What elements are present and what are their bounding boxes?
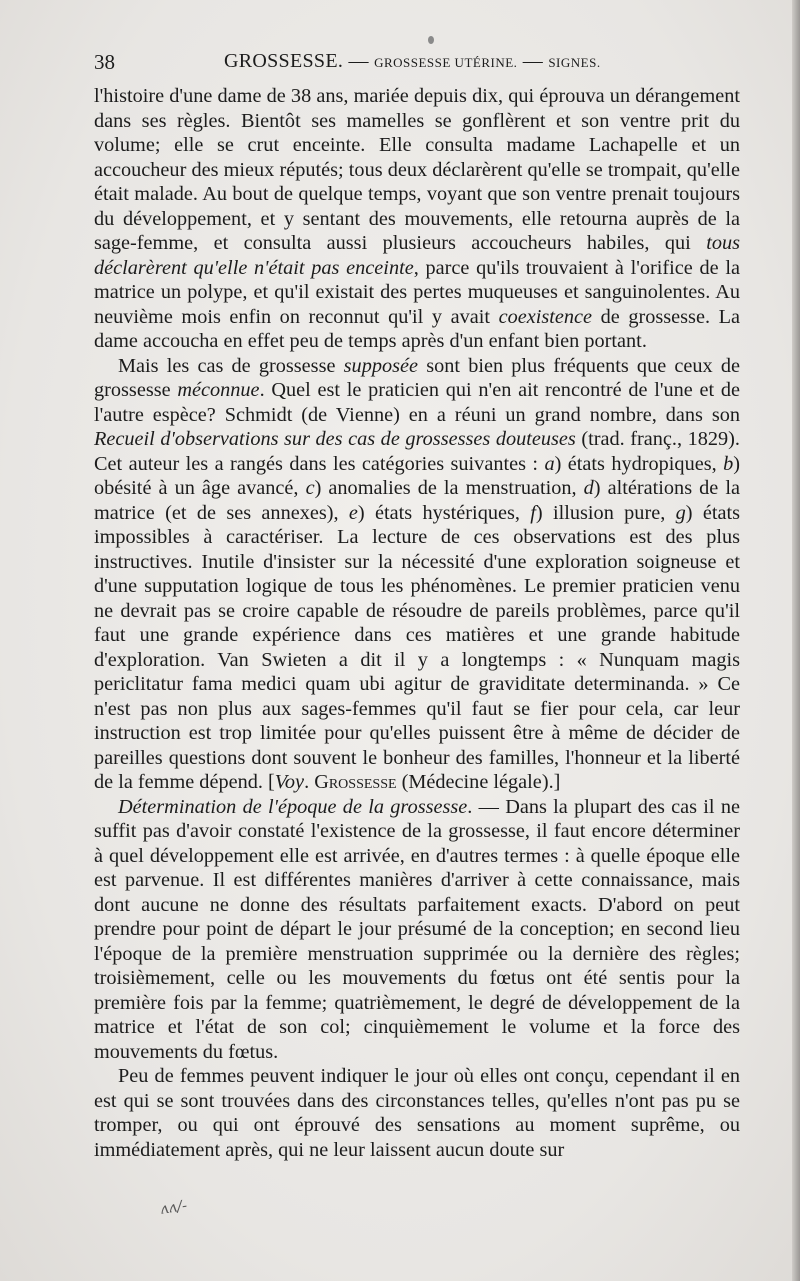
paragraph bbox=[94, 795, 740, 1065]
italic-text: b bbox=[723, 452, 734, 475]
text-run: de grossesse. La dame accoucha en effet peu de temps après d'un enfant bien portant. bbox=[94, 305, 740, 352]
italic-text: méconnue bbox=[177, 379, 260, 401]
running-title bbox=[224, 50, 601, 73]
text-run: . — Dans la plupart des cas il ne suffit pas d'avoir constaté l'existence de la grossesse, il faut encore déterminer à quel développement elle est arrivée, en d'autres termes : à quelle époque elle est parvenue. Il est différentes manières d'arriver à cette connaissance, mais dont aucune ne donne des résultats parfaitement exacts. D'abord on peut prendre pour point de départ le jour présumé de la conception; en second lieu l'époque de la première menstruation supprimée ou la dernière des règles; troisièmement, celle ou les mouvements du fœtus ont été sentis pour la première fois par la femme; quatrièmement, le degré de développement de la matrice et l'état de son col; cinquièmement le volume et la force des mouvements du fœtus. bbox=[94, 795, 740, 1063]
italic-text: coexistence bbox=[498, 305, 593, 328]
italic-text: c bbox=[305, 477, 315, 499]
text-run: ) états hydropiques, bbox=[554, 452, 724, 475]
italic-text: a bbox=[544, 452, 555, 475]
handwritten-mark: ʌʌ/- bbox=[158, 1196, 189, 1218]
title-main: GROSSESSE. bbox=[224, 50, 344, 72]
running-header bbox=[94, 50, 744, 80]
text-run: ) états impossibles à caractériser. La lecture de ces observations est des plus instructives. Inutile d'insister sur la nécessité d'une exploration soigneuse et d'une supputation logique de tous les phénomènes. Le premier praticien venu ne devrait pas se croire capable de résoudre de pareils problèmes, parce qu'il faut une grande expérience dans ces matières et une grande habitude d'exploration. Van Swieten a dit il y a longtemps : « Nunquam magis periclitatur fama medici quam ubi agitur de graviditate determinanda. » Ce n'est pas non plus aux sages-femmes qu'il faut se fier pour cela, car leur instruction est trop limitée pour qu'elles puissent être à même de décider de pareilles questions dont souvent le bonheur des familles, l'honneur et la liberté de la femme dépend. [ bbox=[94, 501, 740, 793]
italic-text: Recueil d'observations sur des cas de grossesses douteuses bbox=[94, 428, 576, 450]
text-run: Peu de femmes peuvent indiquer le jour où elles ont conçu, cependant il en est qui se sont trouvées dans des circonstances telles, qu'elles n'ont pas pu se tromper, ou qui ont éprouvé des sensations au moment suprême, ou immédiatement après, qui ne leur laissent aucun doute sur bbox=[94, 1065, 740, 1161]
text-run: (trad. franç., 1829). Cet auteur les a rangés dans les catégories suivantes : bbox=[94, 428, 740, 475]
text-run: ) états hystériques, bbox=[357, 501, 531, 524]
page-number: 38 bbox=[94, 50, 115, 74]
italic-text: f bbox=[530, 501, 536, 524]
italic-text: supposée bbox=[343, 354, 419, 377]
italic-text: tous déclarèrent qu'elle n'était pas enceinte bbox=[94, 232, 740, 279]
text-run: . Quel est le praticien qui n'en ait rencontré de l'une et de l'autre espèce? Schmidt (de Vienne) en a réuni un grand nombre, dans son bbox=[94, 379, 741, 426]
text-run: (Médecine légale).] bbox=[396, 771, 561, 793]
italic-text: d bbox=[583, 477, 594, 499]
text-run: sont bien plus fréquents que ceux de grossesse bbox=[94, 354, 740, 401]
page-edge bbox=[792, 0, 800, 1281]
text-run: Mais les cas de grossesse bbox=[118, 354, 344, 377]
title-dash-1: — bbox=[343, 50, 375, 72]
text-run: ) anomalies de la menstruation, bbox=[314, 477, 584, 499]
title-sub: SIGNES. bbox=[548, 55, 601, 70]
title-dash-2: — bbox=[517, 50, 549, 72]
paragraph bbox=[94, 354, 740, 795]
text-run: l'histoire d'une dame de 38 ans, mariée depuis dix, qui éprouva un dérangement dans ses règles. Bientôt ses mamelles se gonflèrent et son ventre prit du volume; elle se crut enceinte. Elle consulta madame Lachapelle et un accoucheur des mieux réputés; tous deux déclarèrent qu'elle se trompait, qu'elle était malade. Au bout de quelque temps, voyant que son ventre prenait toujours du développement, et y sentant des mouvements, elle retourna auprès de la sage-femme, et consulta aussi plusieurs accoucheurs habiles, qui bbox=[94, 85, 740, 254]
body-text bbox=[94, 84, 740, 1162]
italic-text: e bbox=[348, 501, 358, 524]
text-run: . bbox=[304, 771, 315, 793]
text-run: , parce qu'ils trouvaient à l'orifice de la matrice un polype, et qu'il existait des pertes muqueuses et sanguinolentes. Au neuvième mois enfin on reconnut qu'il y avait bbox=[94, 256, 740, 328]
italic-text: Voy bbox=[274, 771, 305, 793]
text-run: ) obésité à un âge avancé, bbox=[94, 452, 740, 499]
title-section: GROSSESSE UTÉRINE. bbox=[374, 55, 518, 70]
text-run: ) illusion pure, bbox=[535, 501, 676, 524]
text-run: ) altérations de la matrice (et de ses annexes), bbox=[94, 477, 741, 524]
paragraph bbox=[94, 84, 740, 354]
ink-blot bbox=[428, 36, 434, 44]
italic-text: g bbox=[675, 501, 686, 524]
paragraph bbox=[94, 1064, 740, 1162]
text-run: Grossesse bbox=[314, 771, 397, 793]
italic-text: Détermination de l'époque de la grossesse bbox=[118, 795, 468, 818]
